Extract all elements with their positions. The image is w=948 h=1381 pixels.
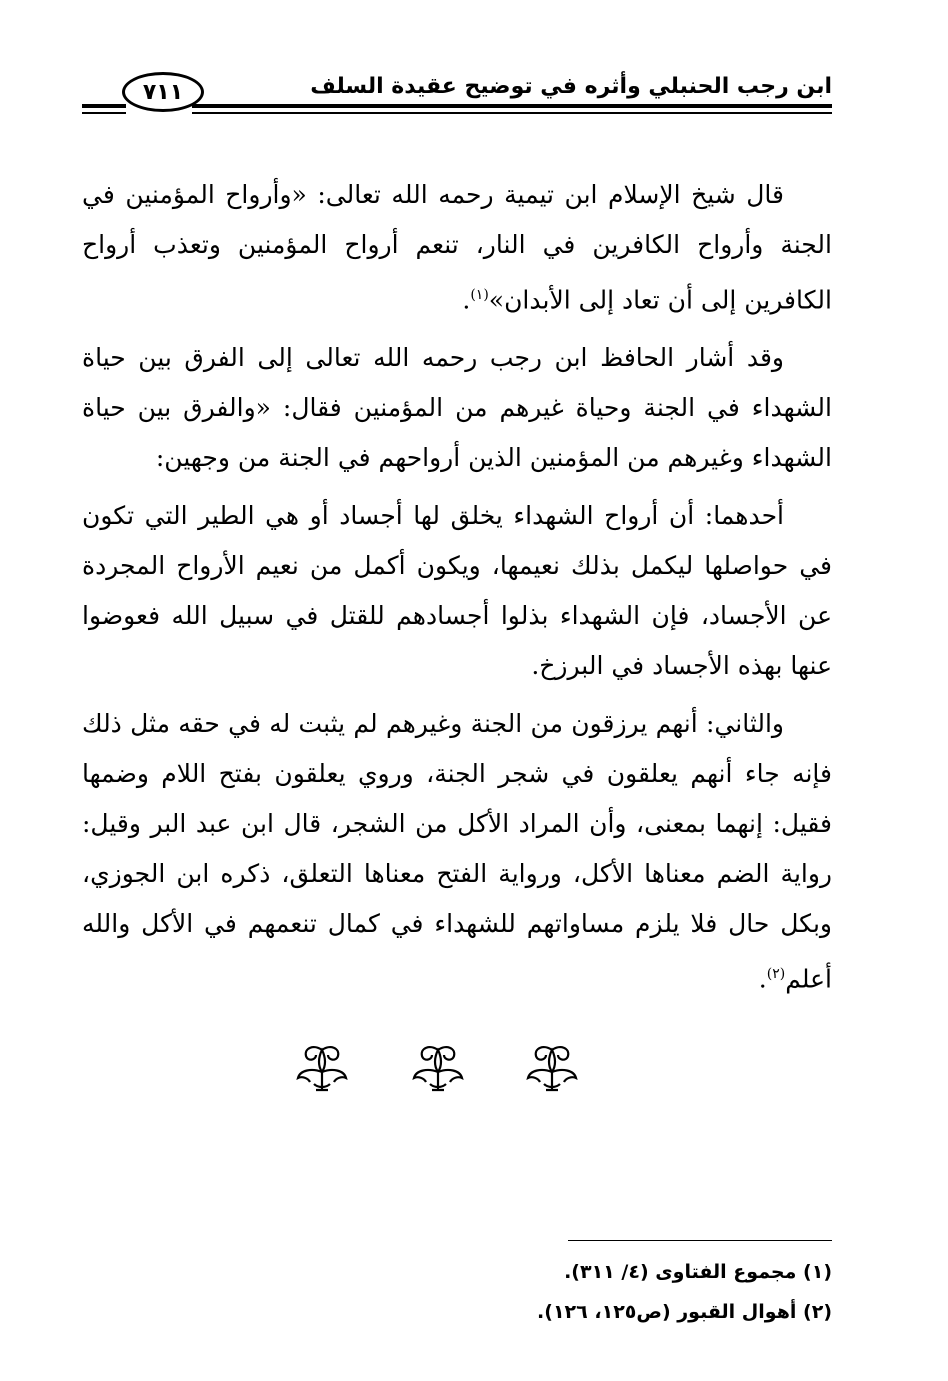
fleuron-icon: [522, 1042, 582, 1098]
main-text: [82, 170, 832, 1013]
header-rule-left-thin: [82, 112, 126, 114]
footnotes: [232, 1252, 832, 1332]
footnote-ref-1: (١): [470, 287, 489, 303]
paragraph-2: وقد أشار الحافظ ابن رجب رحمه الله تعالى إلى الفرق بين حياة الشهداء في الجنة وحياة غيرهم من المؤمنين فقال: «والفرق بين حياة الشهداء وغيرهم من المؤمنين الذين أرواحهم في الجنة من وجهين:: [82, 343, 832, 473]
paragraph-1-end: .: [462, 285, 471, 315]
footnote-1: [232, 1252, 832, 1292]
footnote-number: (٢): [803, 1301, 832, 1323]
footnote-number: (١): [803, 1261, 832, 1283]
footnote-2: [232, 1292, 832, 1332]
paragraph-4-text: والثاني: أنهم يرزقون من الجنة وغيرهم لم يثبت له في حقه مثل ذلك فإنه جاء أنهم يعلقون في شجر الجنة، وروي يعلقون بفتح اللام وضمها فقيل: إنهما بمعنى، وأن المراد الأكل من الشجر، قال ابن عبد البر وقيل: رواية الضم معناها الأكل، ورواية الفتح معناها التعلق، ذكره ابن الجوزي، وبكل حال فلا يلزم مساواتهم للشهداء في كمال تنعمهم في الأكل والله أعلم: [82, 709, 832, 994]
footnote-text: أهوال القبور (ص١٢٥، ١٢٦).: [537, 1301, 797, 1323]
page-header: [82, 60, 832, 130]
page-number: ٧١١: [122, 72, 204, 112]
footnote-separator: [568, 1240, 832, 1241]
fleuron-icon: [408, 1042, 468, 1098]
paragraph-4-end: .: [758, 964, 767, 994]
header-rule-thick: [192, 104, 832, 108]
footnote-ref-2: (٢): [766, 966, 786, 983]
header-rule-left-thick: [82, 104, 126, 108]
paragraph-3: أحدهما: أن أرواح الشهداء يخلق لها أجساد أو هي الطير التي تكون في حواصلها ليكمل بذلك نعيمها، ويكون أكمل من نعيم الأرواح المجردة عن الأجساد، فإن الشهداء بذلوا أجسادهم للقتل في سبيل الله فعوضوا عنها بهذه الأجساد في البرزخ.: [82, 501, 832, 681]
paragraph-1: [82, 170, 832, 325]
header-rule-thin: [192, 112, 832, 114]
running-title: ابن رجب الحنبلي وأثره في توضيح عقيدة السلف: [310, 74, 832, 99]
paragraph-4: [82, 699, 832, 1004]
fleuron-icon: [292, 1042, 352, 1098]
section-end-ornaments: [0, 1042, 948, 1102]
paragraph-1-text: قال شيخ الإسلام ابن تيمية رحمه الله تعالى: «وأرواح المؤمنين في الجنة وأرواح الكافرين في النار، تنعم أرواح المؤمنين وتعذب أرواح الكافرين إلى أن تعاد إلى الأبدان»: [82, 180, 832, 315]
footnote-text: مجموع الفتاوى (٤/ ٣١١).: [564, 1261, 797, 1283]
